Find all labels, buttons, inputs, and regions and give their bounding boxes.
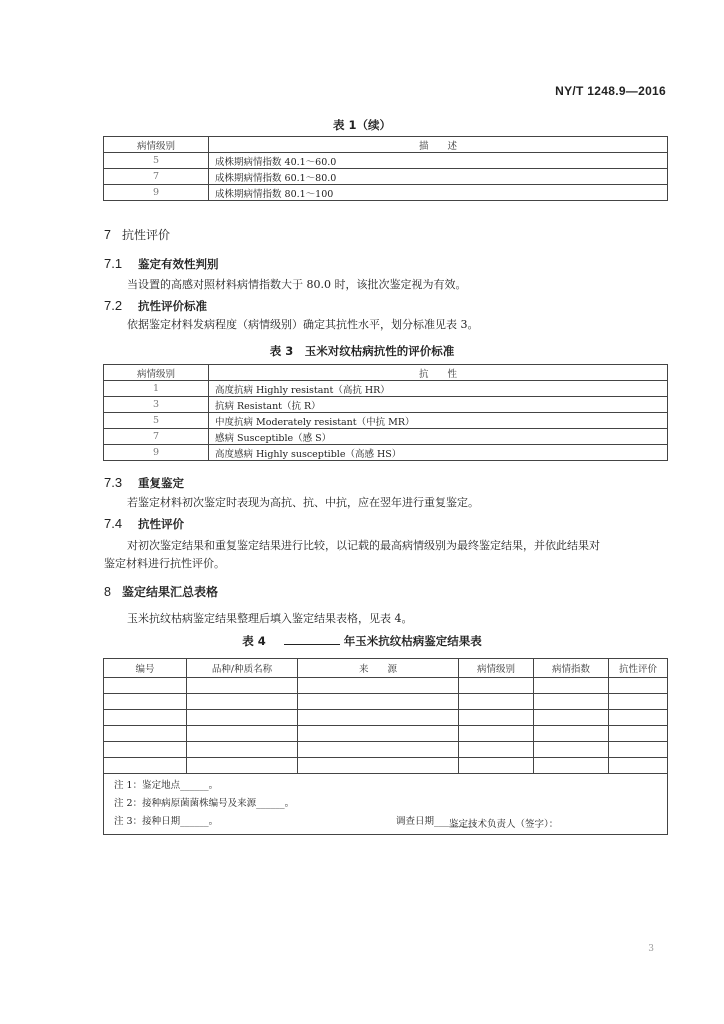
table-row <box>104 758 668 774</box>
table1-desc-cell: 成株期病情指数 80.1～100 <box>209 185 668 201</box>
table3-level-cell: 3 <box>104 397 209 413</box>
table3-level-cell: 7 <box>104 429 209 445</box>
table4-header-source: 来 源 <box>298 659 459 678</box>
table4-signature: 鉴定技术负责人（签字）： <box>449 819 559 830</box>
table-row <box>104 678 668 694</box>
section-7-3-number: 7.3 <box>104 475 123 490</box>
table4-note-2: 注 2：接种病原菌菌株编号及来源______。 <box>114 798 295 809</box>
section-7-title: 抗性评价 <box>122 228 171 242</box>
section-7-2-number: 7.2 <box>104 298 123 313</box>
table-row <box>104 445 668 461</box>
table4-header-id: 编号 <box>104 659 187 678</box>
table4-notes <box>104 774 668 835</box>
table3-desc-cell: 抗病 Resistant（抗 R） <box>209 397 668 413</box>
table4-header-index: 病情指数 <box>534 659 609 678</box>
table1-level-cell: 9 <box>104 185 209 201</box>
table3-header-resistance: 抗 性 <box>209 365 668 381</box>
table3-desc-cell: 中度抗病 Moderately resistant（中抗 MR） <box>209 413 668 429</box>
table3-desc-cell: 高度感病 Highly susceptible（高感 HS） <box>209 445 668 461</box>
section-7-4-heading <box>104 516 184 532</box>
table1-desc-cell: 成株期病情指数 60.1～80.0 <box>209 169 668 185</box>
section-7-1-heading <box>104 256 219 272</box>
table-row <box>104 397 668 413</box>
table3-caption: 表 3 玉米对纹枯病抗性的评价标准 <box>269 344 455 358</box>
section-7-3-text: 若鉴定材料初次鉴定时表现为高抗、抗、中抗，应在翌年进行重复鉴定。 <box>127 496 479 509</box>
table4-note-1: 注 1：鉴定地点______。 <box>114 780 219 791</box>
section-7-4-text-line1: 对初次鉴定结果和重复鉴定结果进行比较，以记载的最高病情级别为最终鉴定结果，并依此结果对 <box>127 539 600 552</box>
section-7-3-heading <box>104 475 184 491</box>
section-7-4-number: 7.4 <box>104 516 123 531</box>
table4-header-variety: 品种/种质名称 <box>187 659 298 678</box>
table4-header-evaluation: 抗性评价 <box>609 659 668 678</box>
table3-header-row <box>104 365 668 381</box>
table-row <box>104 413 668 429</box>
table4-survey-date: 调查日期________。 <box>396 816 482 827</box>
table3-desc-cell: 高度抗病 Highly resistant（高抗 HR） <box>209 381 668 397</box>
page-number: 3 <box>648 944 654 954</box>
table1-header-desc: 描 述 <box>209 137 668 153</box>
table-row <box>104 169 668 185</box>
table3-level-cell: 9 <box>104 445 209 461</box>
section-7-2-heading <box>104 298 207 314</box>
table4-note-3-row <box>114 813 657 831</box>
table1-caption: 表 1（续） <box>332 118 391 132</box>
section-7-1-text: 当设置的高感对照材料病情指数大于 80.0 时，该批次鉴定视为有效。 <box>127 278 467 291</box>
table-row <box>104 429 668 445</box>
table4-note-3: 注 3：接种日期______。 <box>114 816 219 827</box>
section-8-title: 鉴定结果汇总表格 <box>122 585 219 599</box>
table1-level-cell: 5 <box>104 153 209 169</box>
table-row <box>104 694 668 710</box>
table-row <box>104 742 668 758</box>
section-8-number: 8 <box>104 585 111 599</box>
table-row <box>104 726 668 742</box>
section-7-number: 7 <box>104 228 111 242</box>
section-7-3-title: 重复鉴定 <box>138 476 184 490</box>
table4 <box>103 658 668 835</box>
standard-number: NY/T 1248.9—2016 <box>555 84 666 98</box>
section-8-heading <box>104 583 218 600</box>
table3-level-cell: 1 <box>104 381 209 397</box>
table3 <box>103 364 668 461</box>
table1-header-level: 病情级别 <box>104 137 209 153</box>
table3-level-cell: 5 <box>104 413 209 429</box>
table3-desc-cell: 感病 Susceptible（感 S） <box>209 429 668 445</box>
section-8-text: 玉米抗纹枯病鉴定结果整理后填入鉴定结果表格，见表 4。 <box>127 612 413 625</box>
table4-header-row <box>104 659 668 678</box>
section-7-2-title: 抗性评价标准 <box>138 299 207 313</box>
table4-caption-suffix: 年玉米抗纹枯病鉴定结果表 <box>343 634 482 648</box>
table4-caption-prefix: 表 4 <box>242 634 266 648</box>
section-7-1-number: 7.1 <box>104 256 123 271</box>
table-row <box>104 185 668 201</box>
table-row <box>104 381 668 397</box>
section-7-heading <box>104 226 170 243</box>
table1-header-row <box>104 137 668 153</box>
table4-header-level: 病情级别 <box>459 659 534 678</box>
table-row <box>104 153 668 169</box>
table4-year-blank <box>284 633 340 645</box>
table1-desc-cell: 成株期病情指数 40.1～60.0 <box>209 153 668 169</box>
section-7-4-text-line2: 鉴定材料进行抗性评价。 <box>104 557 225 570</box>
table3-header-level: 病情级别 <box>104 365 209 381</box>
table1-level-cell: 7 <box>104 169 209 185</box>
table-row <box>104 710 668 726</box>
section-7-2-text: 依据鉴定材料发病程度（病情级别）确定其抗性水平，划分标准见表 3。 <box>127 318 479 331</box>
section-7-1-title: 鉴定有效性判别 <box>138 257 219 271</box>
table4-caption <box>0 633 724 649</box>
section-7-4-title: 抗性评价 <box>138 517 184 531</box>
table1 <box>103 136 668 201</box>
